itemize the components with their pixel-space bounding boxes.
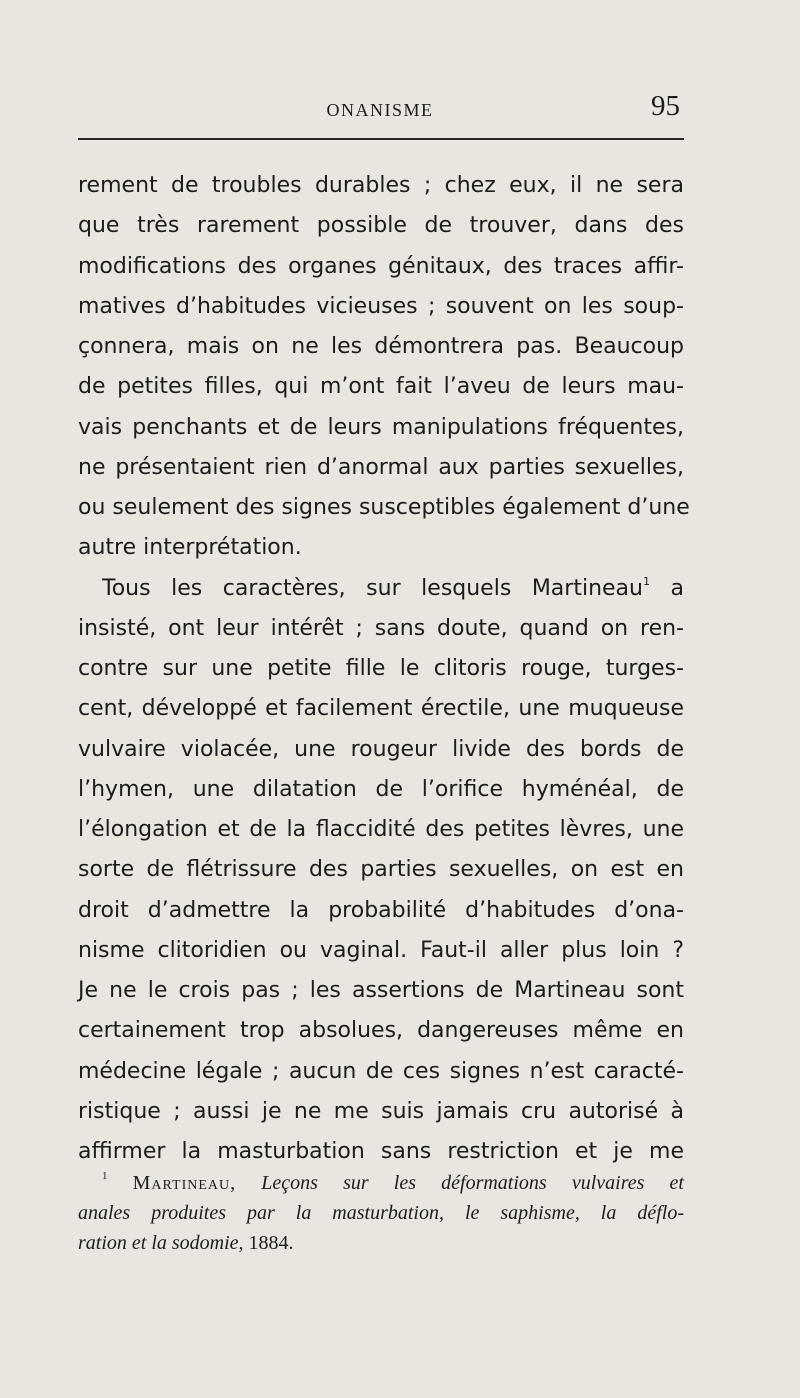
text-line-with-note	[78, 569, 684, 609]
text-line: rement de troubles durables ; chez eux, il ne sera	[78, 173, 684, 198]
footnote-reference: 1	[642, 574, 650, 588]
body-text	[78, 166, 690, 1172]
text-line: médecine légale ; aucun de ces signes n’est caracté-	[78, 1058, 684, 1084]
text-line: droit d’admettre la probabilité d’habitudes d’ona-	[78, 897, 684, 923]
footnote-year: 1884.	[248, 1232, 294, 1254]
text-line: que très rarement possible de trouver, dans des	[78, 213, 684, 239]
footnote	[78, 1168, 684, 1258]
text-line: l’élongation et de la flaccidité des petites lèvres, une	[78, 817, 684, 842]
text-line: vais penchants et de leurs manipulations fréquentes,	[78, 414, 684, 440]
text-line: de petites filles, qui m’ont fait l’aveu de leurs mau-	[78, 374, 684, 400]
running-title: ONANISME	[326, 100, 434, 120]
text-line: affirmer la masturbation sans restriction et je me	[78, 1139, 684, 1164]
footnote-line	[78, 1228, 684, 1258]
text-line: l’hymen, une dilatation de l’orifice hyménéal, de	[78, 776, 684, 802]
page-header	[78, 90, 682, 126]
footnote-title-end: ration et la sodomie,	[78, 1232, 244, 1254]
text-line: cent, développé et facilement érectile, une muqueuse	[78, 696, 684, 722]
text-line: modifications des organes génitaux, des traces affir-	[78, 253, 684, 279]
text-line: çonnera, mais on ne les démontrera pas. Beaucoup	[78, 334, 684, 359]
text-line: sorte de flétrissure des parties sexuelles, on est en	[78, 857, 684, 883]
text-line: insisté, ont leur intérêt ; sans doute, quand on ren-	[78, 615, 684, 641]
text-line: Je ne le crois pas ; les assertions de Martineau sont	[78, 978, 684, 1003]
page-number: 95	[651, 90, 680, 122]
text-line: contre sur une petite fille le clitoris rouge, turges-	[78, 656, 684, 681]
footnote-line: anales produites par la masturbation, le saphisme, la déflo-	[78, 1202, 684, 1224]
text-line: ristique ; aussi je ne me suis jamais cru autorisé à	[78, 1098, 684, 1124]
text-line: nisme clitoridien ou vaginal. Faut-il aller plus loin ?	[78, 937, 684, 963]
footnote-author: Martineau,	[132, 1172, 237, 1194]
footnote-line	[78, 1168, 684, 1198]
text-line: autre interprétation.	[78, 535, 302, 561]
text-line: vulvaire violacée, une rougeur livide des bords de	[78, 736, 684, 762]
text-line: ne présentaient rien d’anormal aux parties sexuelles,	[78, 454, 684, 480]
text-segment: a	[670, 575, 685, 601]
footnote-title: Leçons sur les déformations vulvaires et	[261, 1172, 684, 1194]
text-segment: Tous les caractères, sur lesquels Martineau	[102, 575, 643, 601]
text-line: matives d’habitudes vicieuses ; souvent on les soup-	[78, 293, 684, 319]
header-rule	[78, 138, 684, 140]
text-line: ou seulement des signes susceptibles également d’une	[78, 495, 690, 520]
text-line: certainement trop absolues, dangereuses même en	[78, 1018, 684, 1044]
footnote-marker: 1	[102, 1170, 108, 1182]
